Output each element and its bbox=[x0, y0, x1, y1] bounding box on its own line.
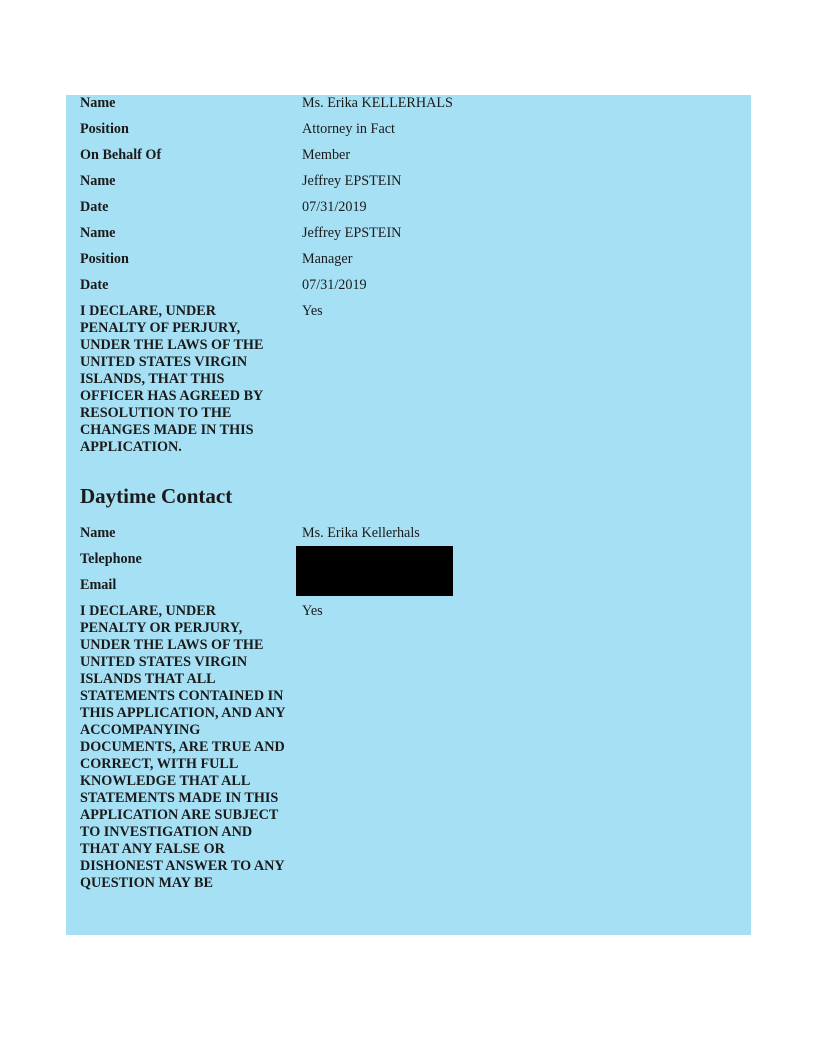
field-label: Name bbox=[80, 225, 116, 241]
field-value: 07/31/2019 bbox=[302, 199, 367, 215]
field-value: 07/31/2019 bbox=[302, 277, 367, 293]
declaration-truth-value: Yes bbox=[302, 603, 323, 619]
field-value: Jeffrey EPSTEIN bbox=[302, 173, 402, 189]
field-value: Manager bbox=[302, 251, 353, 267]
field-value: Ms. Erika Kellerhals bbox=[302, 525, 420, 541]
field-label: Date bbox=[80, 199, 109, 215]
declaration-officer-label: I DECLARE, UNDER PENALTY OF PERJURY, UNDER THE LAWS OF THE UNITED STATES VIRGIN ISLANDS, THAT THIS OFFICER HAS AGREED BY RESOLUTION TO THE CHANGES MADE IN THIS APPLICATION. bbox=[80, 303, 264, 455]
declaration-officer-value: Yes bbox=[302, 303, 323, 319]
field-label: Telephone bbox=[80, 551, 142, 567]
field-label: On Behalf Of bbox=[80, 147, 162, 163]
field-label: Date bbox=[80, 277, 109, 293]
field-value: Member bbox=[302, 147, 351, 163]
field-label: Email bbox=[80, 577, 117, 593]
field-value: Jeffrey EPSTEIN bbox=[302, 225, 402, 241]
field-label: Name bbox=[80, 525, 116, 541]
field-label: Name bbox=[80, 95, 116, 111]
declaration-truth-label: I DECLARE, UNDER PENALTY OR PERJURY, UNDER THE LAWS OF THE UNITED STATES VIRGIN ISLANDS THAT ALL STATEMENTS CONTAINED IN THIS APPLICATION, AND ANY ACCOMPANYING DOCUMENTS, ARE TRUE AND CORRECT, WITH FULL KNOWLEDGE THAT ALL STATEMENTS MADE IN THIS APPLICATION ARE SUBJECT TO INVESTIGATION AND THAT ANY FALSE OR DISHONEST ANSWER TO ANY QUESTION MAY BE bbox=[80, 603, 285, 891]
field-value: Ms. Erika KELLERHALS bbox=[302, 95, 453, 111]
field-label: Position bbox=[80, 251, 129, 267]
redaction-block bbox=[296, 546, 453, 596]
form-panel bbox=[66, 95, 751, 935]
field-label: Position bbox=[80, 121, 129, 137]
field-value: Attorney in Fact bbox=[302, 121, 395, 137]
section-title-daytime-contact: Daytime Contact bbox=[80, 484, 233, 508]
field-label: Name bbox=[80, 173, 116, 189]
